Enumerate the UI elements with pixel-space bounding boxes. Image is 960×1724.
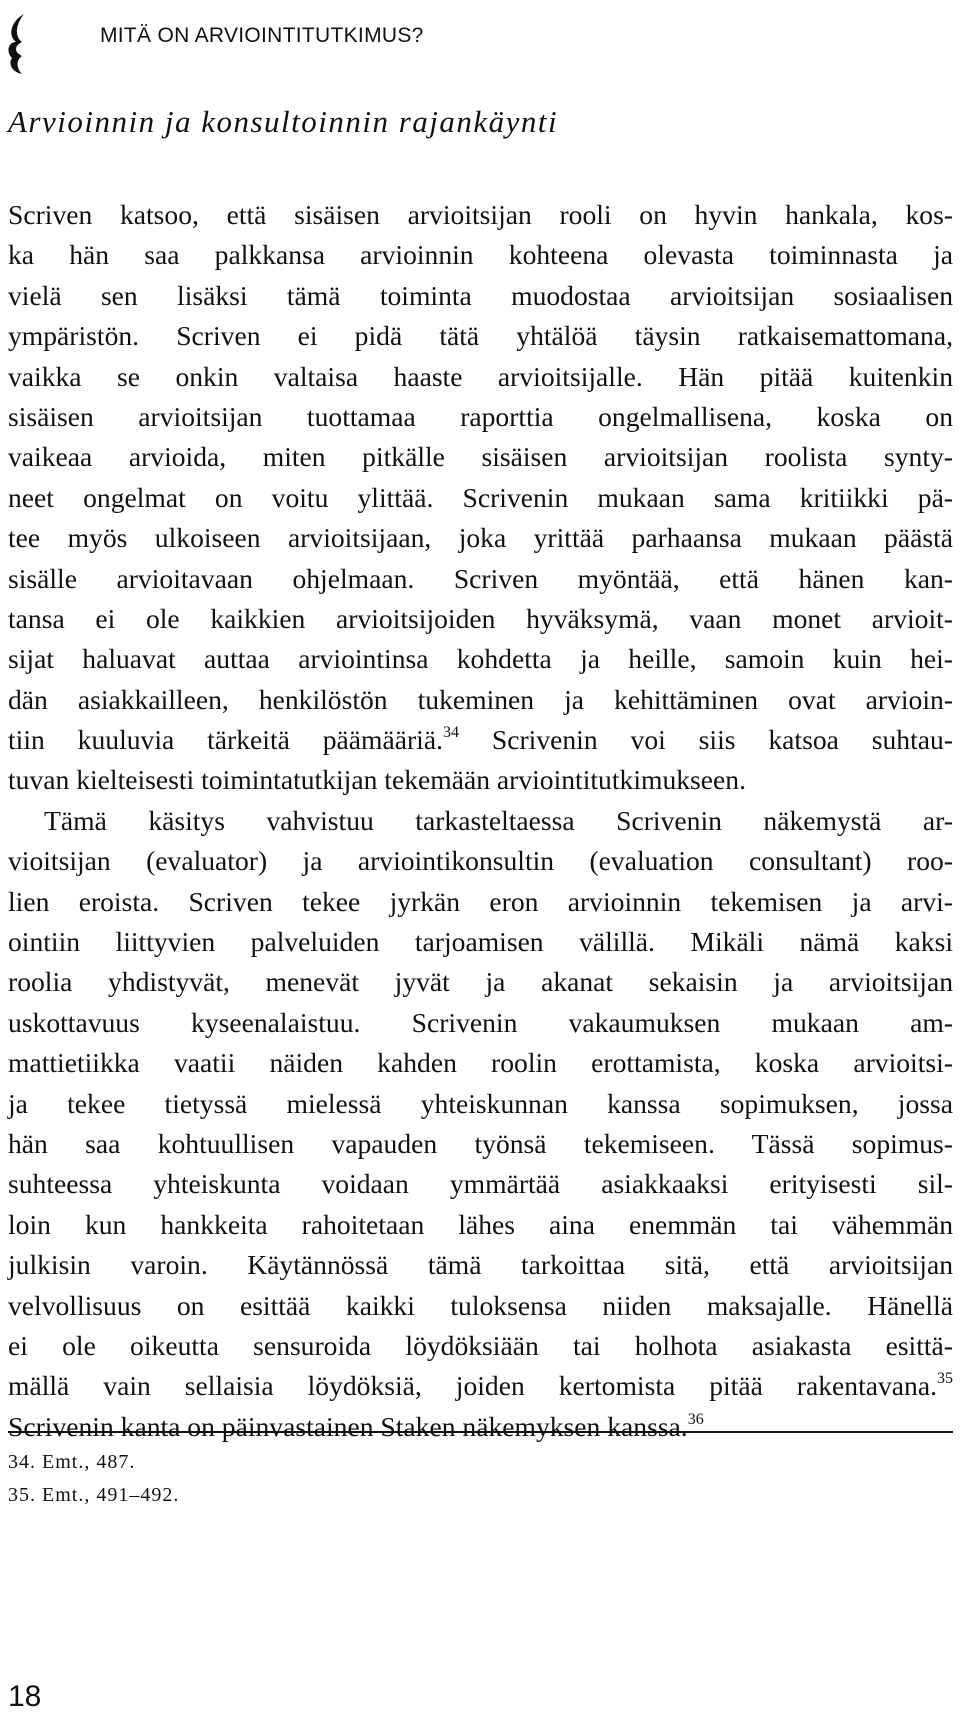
- text-line: tee myös ulkoiseen arvioitsijaan, joka yrittää parhaansa mukaan päästä: [8, 522, 953, 554]
- footnote-35: 35. Emt., 491–492.: [8, 1484, 180, 1506]
- footnote-ref-36[interactable]: 36: [687, 1410, 704, 1428]
- text-line-with-footnote: [8, 1407, 953, 1447]
- text-line: ympäristön. Scriven ei pidä tätä yhtälöä täysin ratkaisemattomana,: [8, 320, 953, 352]
- footnote-divider: [8, 1431, 953, 1433]
- page-number: 18: [8, 1680, 42, 1713]
- text-segment: tiin kuuluvia tärkeitä päämääriä.: [8, 724, 443, 756]
- text-line: ja tekee tietyssä mielessä yhteiskunnan kanssa sopimuksen, jossa: [8, 1087, 953, 1119]
- section-heading: Arvioinnin ja konsultoinnin rajankäynti: [8, 104, 559, 139]
- text-line: julkisin varoin. Käytännössä tämä tarkoittaa sitä, että arvioitsijan: [8, 1249, 953, 1281]
- text-line: ka hän saa palkkansa arvioinnin kohteena olevasta toiminnasta ja: [8, 239, 953, 271]
- text-line: suhteessa yhteiskunta voidaan ymmärtää asiakkaaksi erityisesti sil-: [8, 1168, 953, 1200]
- text-line: ei ole oikeutta sensuroida löydöksiään tai holhota asiakasta esittä-: [8, 1329, 953, 1361]
- text-line: lien eroista. Scriven tekee jyrkän eron arvioinnin tekemisen ja arvi-: [8, 885, 953, 917]
- text-line: vaikeaa arvioida, miten pitkälle sisäisen arvioitsijan roolista synty-: [8, 441, 953, 473]
- footnotes: [8, 1446, 179, 1512]
- text-line: vaikka se onkin valtaisa haaste arvioitsijalle. Hän pitää kuitenkin: [8, 360, 953, 392]
- text-line: mattietiikka vaatii näiden kahden roolin erottamista, koska arvioitsi-: [8, 1047, 953, 1079]
- text-line: Tämä käsitys vahvistuu tarkasteltaessa Scrivenin näkemystä ar-: [44, 804, 953, 836]
- text-line: vielä sen lisäksi tämä toiminta muodostaa arvioitsijan sosiaalisen: [8, 279, 953, 311]
- footnote-34: 34. Emt., 487.: [8, 1451, 136, 1473]
- text-line: Scriven katsoo, että sisäisen arvioitsijan rooli on hyvin hankala, kos-: [8, 199, 953, 230]
- text-line: sisäisen arvioitsijan tuottamaa raporttia ongelmallisena, koska on: [8, 400, 953, 432]
- text-line: velvollisuus on esittää kaikki tuloksensa niiden maksajalle. Hänellä: [8, 1289, 953, 1321]
- text-segment: Scrivenin voi siis katsoa suhtau-: [459, 724, 953, 756]
- text-line: tansa ei ole kaikkien arvioitsijoiden hyväksymä, vaan monet arvioit-: [8, 602, 953, 634]
- body-text: [8, 195, 953, 1447]
- text-line: dän asiakkailleen, henkilöstön tukeminen ja kehittäminen ovat arvioin-: [8, 683, 953, 715]
- text-segment: Scrivenin kanta on päinvastainen Staken näkemyksen kanssa.: [8, 1410, 688, 1442]
- text-line: tuvan kielteisesti toimintatutkijan tekemään arviointitutkimukseen.: [8, 764, 746, 796]
- text-line: uskottavuus kyseenalaistuu. Scrivenin vakaumuksen mukaan am-: [8, 1006, 953, 1038]
- text-line: neet ongelmat on voitu ylittää. Scrivenin mukaan sama kritiikki pä-: [8, 481, 953, 513]
- text-line-with-footnote: [8, 720, 953, 760]
- text-line: vioitsijan (evaluator) ja arviointikonsultin (evaluation consultant) roo-: [8, 845, 953, 877]
- text-line: loin kun hankkeita rahoitetaan lähes aina enemmän tai vähemmän: [8, 1208, 953, 1240]
- text-line: sisälle arvioitavaan ohjelmaan. Scriven myöntää, että hänen kan-: [8, 562, 953, 594]
- text-line: hän saa kohtuullisen vapauden työnsä tekemiseen. Tässä sopimus-: [8, 1127, 953, 1159]
- footnote-ref-34[interactable]: 34: [443, 724, 459, 742]
- footnote-ref-35[interactable]: 35: [937, 1370, 953, 1388]
- text-line: ointiin liittyvien palveluiden tarjoamisen välillä. Mikäli nämä kaksi: [8, 926, 953, 958]
- text-line: roolia yhdistyvät, menevät jyvät ja akanat sekaisin ja arvioitsijan: [8, 966, 953, 998]
- text-segment: mällä vain sellaisia löydöksiä, joiden kertomista pitää rakentavana.: [8, 1370, 937, 1402]
- page-ornament-icon: [4, 12, 30, 76]
- text-line: sijat haluavat auttaa arviointinsa kohdetta ja heille, samoin kuin hei-: [8, 643, 953, 675]
- text-line-with-footnote: [8, 1366, 953, 1406]
- running-header: MITÄ ON ARVIOINTITUTKIMUS?: [100, 24, 424, 47]
